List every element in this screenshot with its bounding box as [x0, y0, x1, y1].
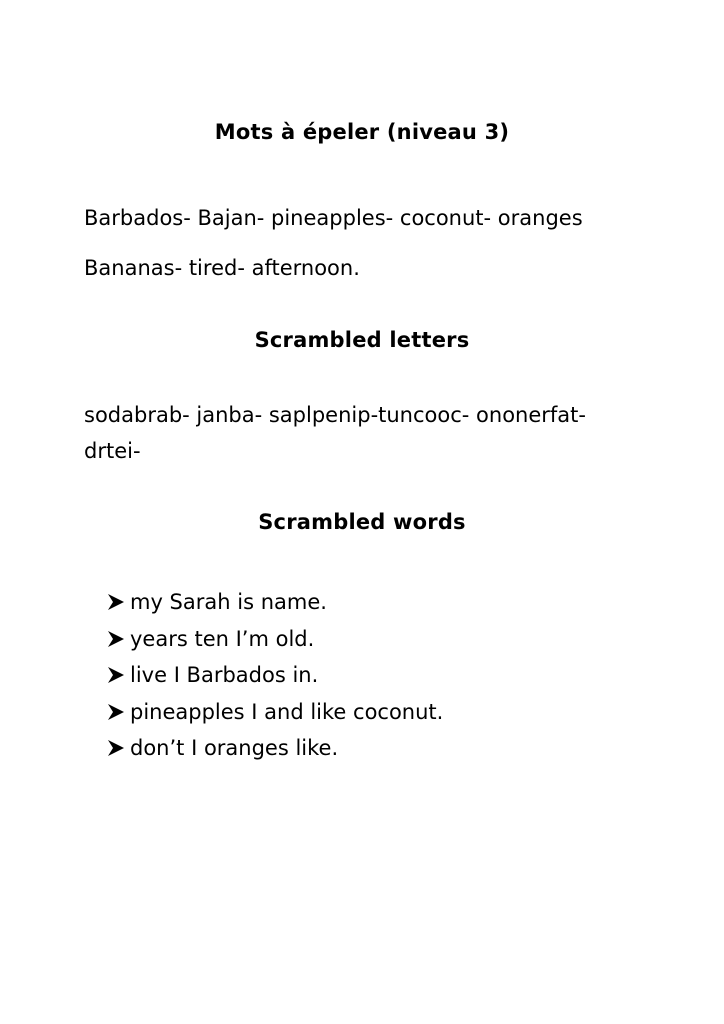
list-item-text: pineapples I and like coconut. [130, 699, 444, 724]
scrambled-words-list [106, 584, 443, 767]
scrambled-letters-line-2: drtei- [84, 439, 141, 463]
list-item [106, 621, 443, 658]
list-item-text: live I Barbados in. [130, 663, 319, 688]
list-item [106, 657, 443, 694]
list-item-text: my Sarah is name. [130, 590, 327, 615]
arrowhead-bullet-icon [106, 702, 126, 722]
list-item-text: years ten I’m old. [130, 626, 315, 651]
arrowhead-bullet-icon [106, 592, 126, 612]
arrowhead-bullet-icon [106, 665, 126, 685]
list-item [106, 694, 443, 731]
list-item [106, 730, 443, 767]
page-title: Mots à épeler (niveau 3) [214, 120, 510, 144]
scrambled-words-heading: Scrambled words [258, 510, 466, 534]
spelling-line-2: Bananas- tired- afternoon. [84, 256, 360, 280]
list-item-text: don’t I oranges like. [130, 736, 339, 761]
scrambled-letters-heading: Scrambled letters [254, 328, 470, 352]
spelling-line-1: Barbados- Bajan- pineapples- coconut- oranges [84, 206, 583, 230]
scrambled-letters-line-1: sodabrab- janba- saplpenip-tuncooc- ononerfat- [84, 403, 586, 427]
list-item [106, 584, 443, 621]
arrowhead-bullet-icon [106, 629, 126, 649]
arrowhead-bullet-icon [106, 738, 126, 758]
